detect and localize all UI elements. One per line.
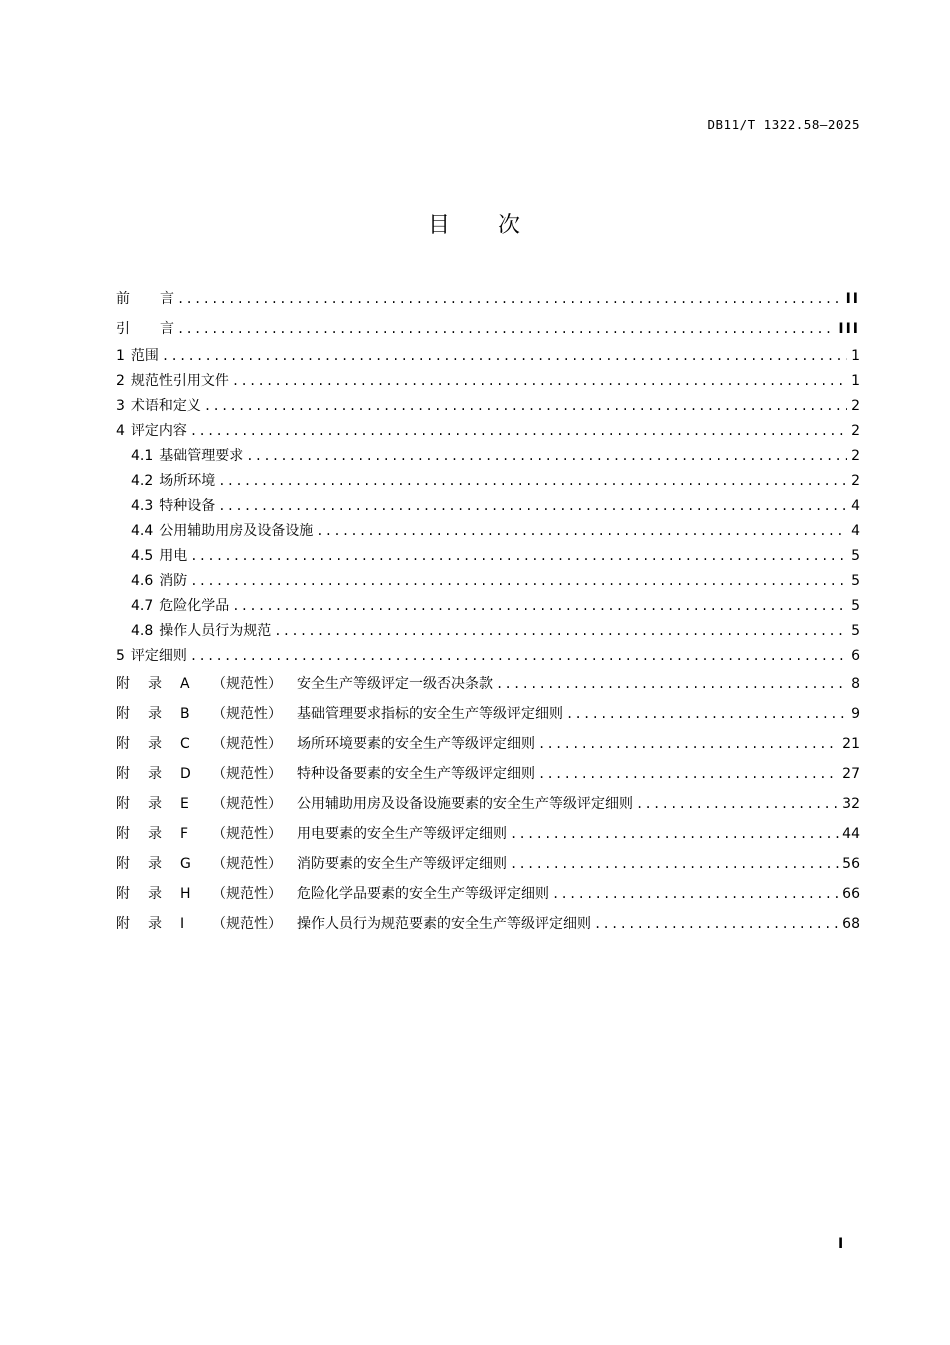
- toc-entry-label: [116, 849, 507, 879]
- toc-front-char-2: 言: [160, 321, 174, 337]
- toc-entry[interactable]: [116, 284, 860, 314]
- toc-page-number: 2: [851, 423, 860, 439]
- appendix-type: （规范性）: [212, 856, 282, 872]
- appendix-char-1: 附: [116, 796, 130, 812]
- toc-front-char-1: 引: [116, 321, 130, 337]
- toc-entry-label: [116, 819, 507, 849]
- toc-entry-title: 特种设备: [159, 498, 216, 514]
- toc-page-number: 4: [851, 498, 860, 514]
- toc-entry-label: [116, 789, 633, 819]
- appendix-char-1: 附: [116, 676, 130, 692]
- toc-entry-label: [116, 729, 535, 759]
- appendix-title: 危险化学品要素的安全生产等级评定细则: [297, 886, 549, 902]
- toc-page-number: 5: [851, 623, 860, 639]
- appendix-letter: E: [180, 796, 189, 812]
- toc-appendix-entry[interactable]: [116, 879, 860, 909]
- toc-entry-title: 评定细则: [130, 648, 187, 664]
- toc-entry[interactable]: [116, 369, 860, 394]
- appendix-char-1: 附: [116, 916, 130, 932]
- appendix-title: 特种设备要素的安全生产等级评定细则: [297, 766, 535, 782]
- toc-entry-label: [116, 699, 563, 729]
- appendix-char-1: 附: [116, 706, 130, 722]
- toc-entry-label: [131, 619, 271, 644]
- toc-entry-title: 用电: [159, 548, 188, 564]
- appendix-char-2: 录: [148, 766, 162, 782]
- toc-entry-label: [131, 569, 187, 594]
- toc-entry-label: [116, 419, 187, 444]
- toc-page-number: III: [838, 321, 860, 337]
- dot-leader: [218, 494, 847, 519]
- toc-entry-number: 4: [116, 423, 125, 439]
- toc-entry-number: 3: [116, 398, 125, 414]
- appendix-type: （规范性）: [212, 766, 282, 782]
- appendix-type: （规范性）: [212, 796, 282, 812]
- dot-leader: [162, 344, 847, 369]
- appendix-char-1: 附: [116, 886, 130, 902]
- toc-entry-title: 危险化学品: [159, 598, 230, 614]
- toc-appendix-entry[interactable]: [116, 819, 860, 849]
- appendix-title: 操作人员行为规范要素的安全生产等级评定细则: [297, 916, 591, 932]
- toc-entry[interactable]: [116, 394, 860, 419]
- toc-entry-label: [131, 494, 215, 519]
- toc-entry[interactable]: [116, 344, 860, 369]
- toc-appendix-entry[interactable]: [116, 909, 860, 939]
- dot-leader: [232, 369, 847, 394]
- dot-leader: [316, 519, 847, 544]
- toc-entry-number: 1: [116, 348, 125, 364]
- dot-leader: [496, 669, 847, 699]
- table-of-contents: [116, 284, 860, 939]
- dot-leader: [538, 729, 839, 759]
- toc-page-number: 32: [842, 796, 860, 812]
- toc-entry-label: [116, 909, 591, 939]
- toc-page-number: 66: [842, 886, 860, 902]
- toc-entry-label: [131, 544, 187, 569]
- toc-page-number: 5: [851, 573, 860, 589]
- dot-leader: [510, 849, 839, 879]
- toc-entry-title: 操作人员行为规范: [159, 623, 272, 639]
- document-code: DB11/T 1322.58—2025: [707, 117, 860, 132]
- appendix-char-1: 附: [116, 856, 130, 872]
- appendix-letter: C: [180, 736, 190, 752]
- toc-page-number: 5: [851, 548, 860, 564]
- appendix-char-1: 附: [116, 766, 130, 782]
- appendix-char-2: 录: [148, 676, 162, 692]
- toc-entry-number: 5: [116, 648, 125, 664]
- appendix-type: （规范性）: [212, 886, 282, 902]
- dot-leader: [218, 469, 847, 494]
- dot-leader: [190, 544, 847, 569]
- appendix-type: （规范性）: [212, 706, 282, 722]
- appendix-type: （规范性）: [212, 736, 282, 752]
- toc-entry[interactable]: [116, 494, 860, 519]
- dot-leader: [594, 909, 839, 939]
- toc-page-number: 1: [851, 348, 860, 364]
- appendix-letter: H: [180, 886, 191, 902]
- dot-leader: [552, 879, 839, 909]
- page-number: I: [838, 1236, 844, 1252]
- toc-entry-label: [116, 314, 174, 344]
- appendix-type: （规范性）: [212, 826, 282, 842]
- toc-entry-number: 4.1: [131, 448, 154, 464]
- toc-entry-label: [116, 644, 187, 669]
- toc-entry[interactable]: [116, 594, 860, 619]
- dot-leader: [538, 759, 839, 789]
- dot-leader: [190, 569, 847, 594]
- dot-leader: [190, 644, 847, 669]
- toc-page-number: 4: [851, 523, 860, 539]
- appendix-letter: F: [180, 826, 189, 842]
- appendix-char-2: 录: [148, 916, 162, 932]
- toc-front-char-1: 前: [116, 291, 130, 307]
- toc-entry-number: 4.3: [131, 498, 154, 514]
- toc-entry-number: 4.7: [131, 598, 154, 614]
- toc-entry-title: 场所环境: [159, 473, 216, 489]
- toc-entry-title: 基础管理要求: [159, 448, 244, 464]
- toc-page-number: 5: [851, 598, 860, 614]
- toc-entry-number: 4.4: [131, 523, 154, 539]
- appendix-title: 基础管理要求指标的安全生产等级评定细则: [297, 706, 563, 722]
- toc-entry-label: [116, 344, 159, 369]
- dot-leader: [274, 619, 847, 644]
- toc-page-number: 27: [842, 766, 860, 782]
- toc-entry-label: [116, 669, 493, 699]
- toc-page-number: 1: [851, 373, 860, 389]
- appendix-title: 公用辅助用房及设备设施要素的安全生产等级评定细则: [297, 796, 633, 812]
- toc-entry[interactable]: [116, 519, 860, 544]
- toc-title-char-2: 次: [498, 213, 523, 238]
- dot-leader: [510, 819, 839, 849]
- toc-page-number: 21: [842, 736, 860, 752]
- toc-page-number: 2: [851, 398, 860, 414]
- toc-page-number: 44: [842, 826, 860, 842]
- toc-entry-number: 2: [116, 373, 125, 389]
- toc-page-number: 68: [842, 916, 860, 932]
- toc-entry-label: [116, 759, 535, 789]
- toc-entry-number: 4.5: [131, 548, 154, 564]
- toc-page-number: 9: [851, 706, 860, 722]
- toc-entry-title: 范围: [130, 348, 159, 364]
- toc-entry[interactable]: [116, 569, 860, 594]
- toc-appendix-entry[interactable]: [116, 669, 860, 699]
- appendix-letter: D: [180, 766, 191, 782]
- toc-appendix-entry[interactable]: [116, 789, 860, 819]
- appendix-title: 消防要素的安全生产等级评定细则: [297, 856, 507, 872]
- toc-appendix-entry[interactable]: [116, 729, 860, 759]
- toc-entry-label: [131, 469, 215, 494]
- toc-entry-title: 规范性引用文件: [130, 373, 229, 389]
- appendix-char-1: 附: [116, 826, 130, 842]
- toc-page-number: 2: [851, 448, 860, 464]
- toc-title-char-1: 目: [427, 213, 452, 238]
- appendix-letter: B: [180, 706, 190, 722]
- toc-entry-label: [131, 594, 229, 619]
- appendix-title: 场所环境要素的安全生产等级评定细则: [297, 736, 535, 752]
- appendix-title: 安全生产等级评定一级否决条款: [297, 676, 493, 692]
- toc-appendix-entry[interactable]: [116, 759, 860, 789]
- dot-leader: [636, 789, 839, 819]
- toc-entry[interactable]: [116, 419, 860, 444]
- appendix-char-2: 录: [148, 886, 162, 902]
- appendix-char-2: 录: [148, 826, 162, 842]
- appendix-letter: A: [180, 676, 190, 692]
- toc-entry-label: [116, 394, 201, 419]
- appendix-type: （规范性）: [212, 676, 282, 692]
- appendix-char-2: 录: [148, 856, 162, 872]
- dot-leader: [190, 419, 847, 444]
- toc-entry-label: [131, 444, 243, 469]
- toc-entry-title: 术语和定义: [130, 398, 201, 414]
- toc-entry-label: [116, 284, 174, 314]
- toc-entry[interactable]: [116, 469, 860, 494]
- toc-entry[interactable]: [116, 619, 860, 644]
- appendix-letter: G: [180, 856, 191, 872]
- toc-entry-title: 评定内容: [130, 423, 187, 439]
- toc-entry[interactable]: [116, 644, 860, 669]
- dot-leader: [246, 444, 847, 469]
- dot-leader: [232, 594, 847, 619]
- toc-appendix-entry[interactable]: [116, 699, 860, 729]
- appendix-letter: I: [180, 916, 185, 932]
- dot-leader: [177, 314, 835, 344]
- appendix-char-2: 录: [148, 706, 162, 722]
- toc-entry-title: 消防: [159, 573, 188, 589]
- toc-page-number: 8: [851, 676, 860, 692]
- dot-leader: [566, 699, 847, 729]
- toc-entry-title: 公用辅助用房及设备设施: [159, 523, 314, 539]
- appendix-type: （规范性）: [212, 916, 282, 932]
- toc-entry-number: 4.2: [131, 473, 154, 489]
- appendix-char-2: 录: [148, 796, 162, 812]
- appendix-title: 用电要素的安全生产等级评定细则: [297, 826, 507, 842]
- toc-entry-label: [116, 369, 229, 394]
- toc-title: [0, 208, 950, 239]
- toc-entry[interactable]: [116, 544, 860, 569]
- toc-front-char-2: 言: [160, 291, 174, 307]
- toc-page-number: 56: [842, 856, 860, 872]
- appendix-char-1: 附: [116, 736, 130, 752]
- toc-entry[interactable]: [116, 444, 860, 469]
- toc-entry-label: [131, 519, 313, 544]
- toc-entry-number: 4.6: [131, 573, 154, 589]
- toc-appendix-entry[interactable]: [116, 849, 860, 879]
- toc-page-number: II: [845, 291, 860, 307]
- toc-entry[interactable]: [116, 314, 860, 344]
- toc-entry-number: 4.8: [131, 623, 154, 639]
- dot-leader: [177, 284, 843, 314]
- toc-page-number: 2: [851, 473, 860, 489]
- appendix-char-2: 录: [148, 736, 162, 752]
- toc-page-number: 6: [851, 648, 860, 664]
- toc-entry-label: [116, 879, 549, 909]
- dot-leader: [204, 394, 847, 419]
